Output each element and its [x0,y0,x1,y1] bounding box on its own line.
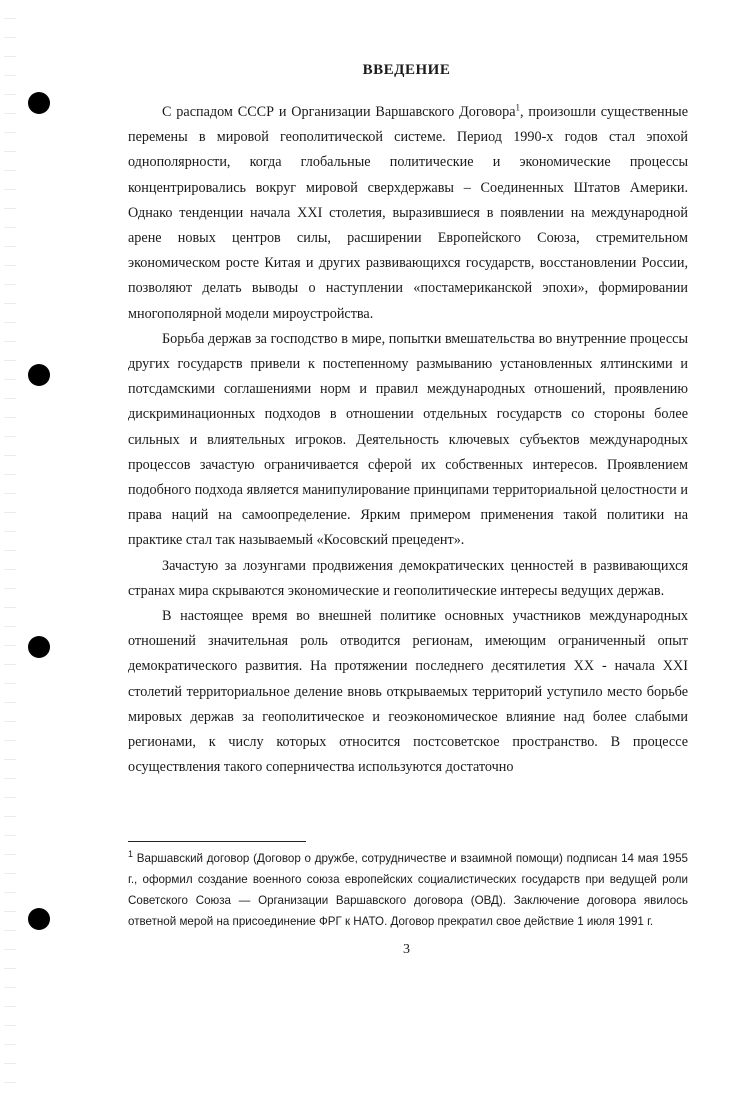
page-title: ВВЕДЕНИЕ [362,62,451,78]
paragraph-2: Борьба держав за господство в мире, попытки вмешательства во внутренние процессы других государств привели к постепенному размыванию установленных ялтинскими и потсдамскими соглашениями норм и правил международных отношений, проявлению дискриминационных подходов в отношении отдельных государств со стороны более сильных и влиятельных игроков. Деятельность ключевых субъектов международных процессов зачастую ограничивается сферой их собственных интересов. Проявлением подобного подхода является манипулирование принципами территориальной целостности и права наций на самоопределение. Ярким примером применения такой политики на практике стал так называемый «Косовский прецедент». [128,330,688,549]
punch-hole-icon [28,636,50,658]
punch-hole-icon [28,908,50,930]
paragraph-1: С распадом СССР и Организации Варшавского Договора$^1$, произошли существенные перемены в мировой геополитической системе. Период 1990-х годов стал эпохой однополярности, когда глобальные политические и экономические процессы концентрировались вокруг мировой сверхдержавы – Соединенных Штатов Америки. Однако тенденции начала XXI столетия, выразившиеся в появлении на международной арене новых центров силы, расширении Европейского Союза, стремительном экономическом росте Китая и других развивающихся государств, восстановлении России, позволяют делать выводы о наступлении «постамериканской эпохи», формировании многополярной модели мироустройства. [128,102,689,322]
paragraph-3: Зачастую за лозунгами продвижения демократических ценностей в развивающихся странах мира скрываются экономические и геополитические интересы ведущих держав. [128,557,688,599]
punch-hole-icon [28,92,50,114]
footnote-ref[interactable]: 1 [515,102,520,113]
footnote [128,848,688,932]
scan-edge-artifact [4,0,16,1100]
page-number: 3 [403,942,410,957]
footnote-marker: 1 [128,849,134,860]
paragraph-4: В настоящее время во внешней политике основных участников международных отношений значительная роль отводится регионам, имеющим ограниченный опыт демократического развития. На протяжении последнего десятилетия XX - начала XXI столетий территориальное деление вновь открываемых территорий уступило место борьбе мировых держав за геополитическое и геоэкономическое влияние над более слабыми регионами, к числу которых относится постсоветское пространство. В процессе осуществления такого соперничества используются достаточно [128,608,688,776]
body-text [128,100,688,780]
footnote-separator [128,841,306,842]
punch-hole-icon [28,364,50,386]
footnote-text: Варшавский договор (Договор о дружбе, сотрудничестве и взаимной помощи) подписан 14 мая 1955 г., оформил создание военного союза европейских социалистических государств при ведущей роли Советского Союза — Организации Варшавского договора (ОВД). Заключение договора явилось ответной мерой на присоединение ФРГ к НАТО. Договор прекратил свое действие 1 июля 1991 г. [128,852,688,928]
